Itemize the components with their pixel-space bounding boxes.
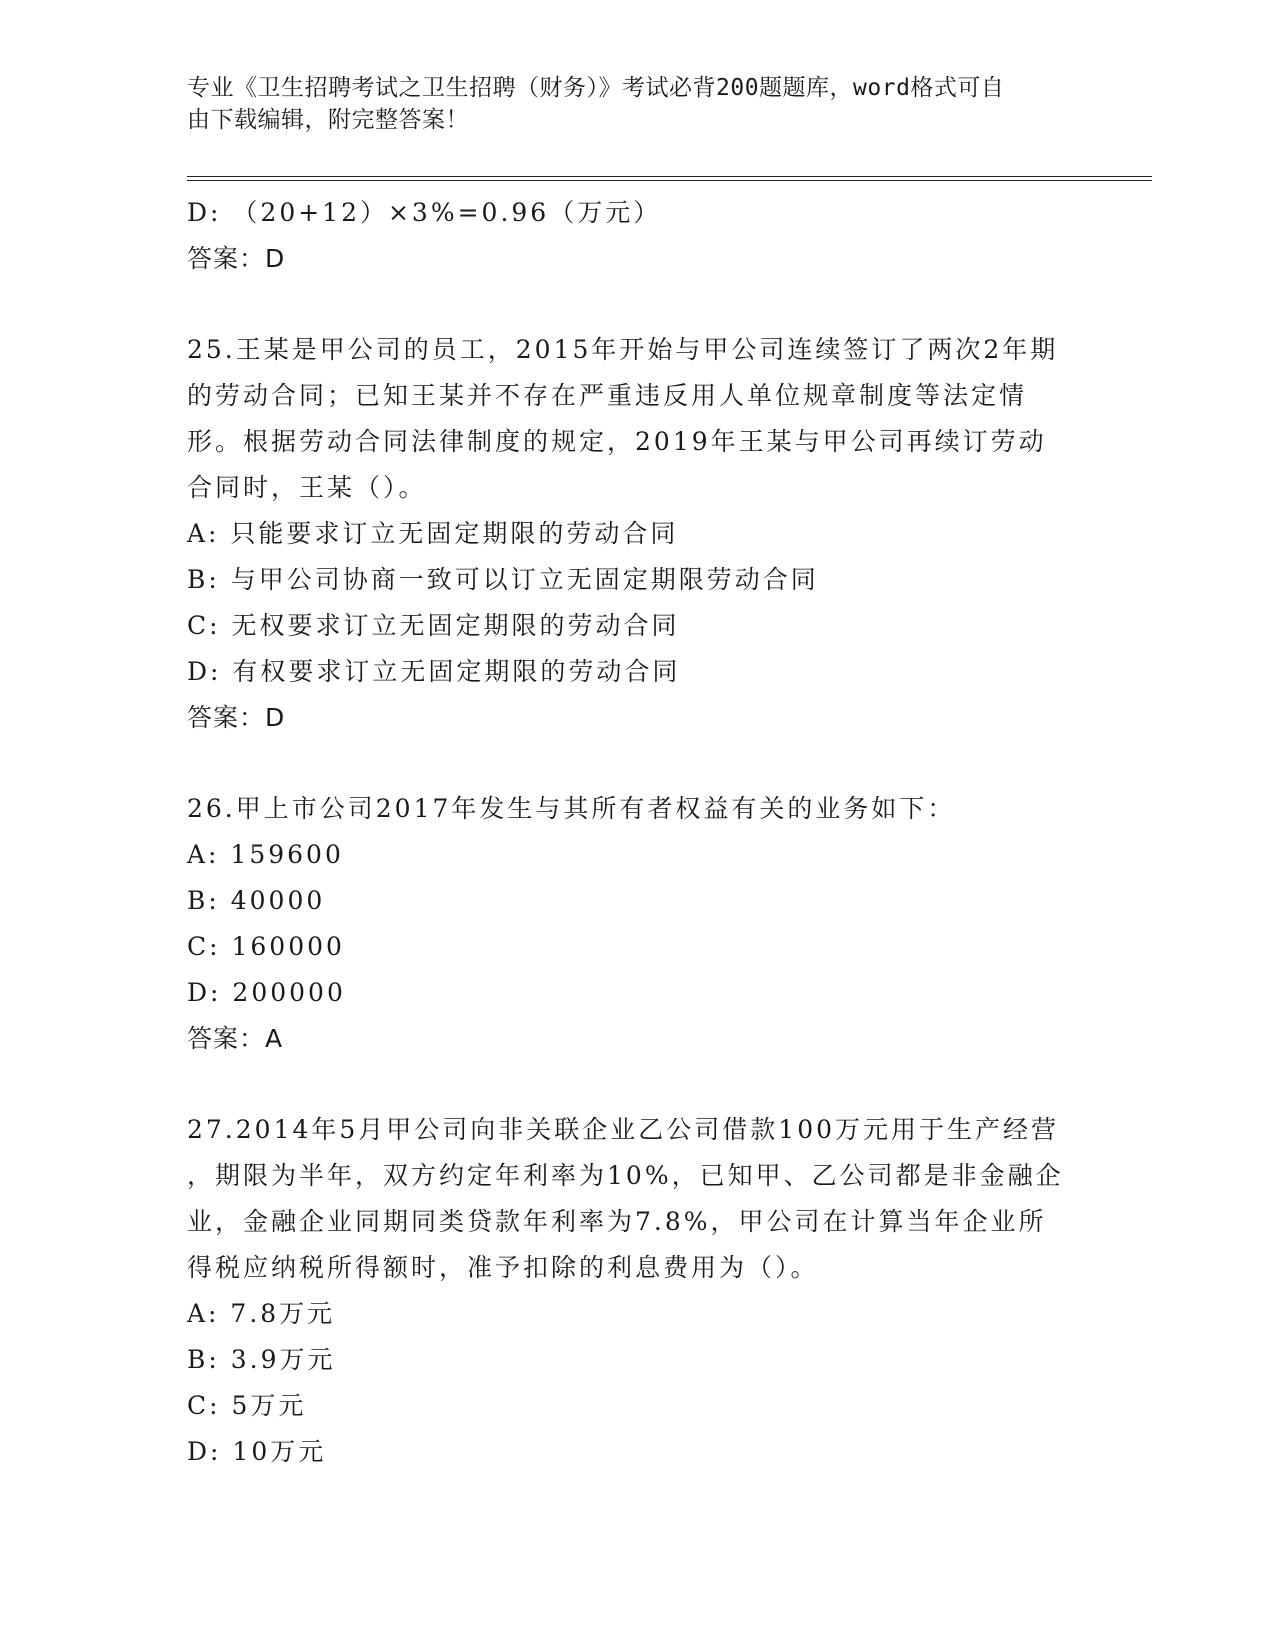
option-c: C: 160000 bbox=[187, 932, 345, 961]
option-b: B: 与甲公司协商一致可以订立无固定期限劳动合同 bbox=[187, 565, 819, 594]
question-stem-line: 27.2014年5月甲公司向非关联企业乙公司借款100万元用于生产经营 bbox=[187, 1115, 1060, 1144]
spacer bbox=[187, 1062, 1087, 1107]
answer-line: 答案：D bbox=[187, 703, 286, 732]
spacer bbox=[187, 282, 1087, 327]
option-a: A: 只能要求订立无固定期限的劳动合同 bbox=[187, 519, 679, 548]
spacer bbox=[187, 741, 1087, 786]
answer-line: 答案：A bbox=[187, 1024, 284, 1053]
previous-question-tail bbox=[187, 190, 1087, 282]
answer-line: 答案：D bbox=[187, 244, 286, 273]
option-d: D: 200000 bbox=[187, 978, 346, 1007]
option-c: C: 无权要求订立无固定期限的劳动合同 bbox=[187, 611, 680, 640]
question-stem-line: 合同时，王某（）。 bbox=[187, 473, 427, 502]
option-d: D: 10万元 bbox=[187, 1437, 327, 1466]
option-a: A: 7.8万元 bbox=[187, 1299, 336, 1328]
question-stem-line: 得税应纳税所得额时，准予扣除的利息费用为（）。 bbox=[187, 1253, 819, 1282]
page-header bbox=[187, 72, 1087, 136]
header-line-1: 专业《卫生招聘考试之卫生招聘（财务）》考试必背200题题库，word格式可自 bbox=[187, 75, 1005, 101]
question-stem-line: 形。根据劳动合同法律制度的规定，2019年王某与甲公司再续订劳动 bbox=[187, 427, 1047, 456]
option-d: D: （20+12）×3%=0.96（万元） bbox=[187, 198, 662, 227]
question-stem-line: 的劳动合同；已知王某并不存在严重违反用人单位规章制度等法定情 bbox=[187, 381, 1028, 410]
question-27 bbox=[187, 1107, 1087, 1475]
option-b: B: 40000 bbox=[187, 886, 326, 915]
header-divider bbox=[187, 176, 1152, 181]
option-b: B: 3.9万元 bbox=[187, 1345, 336, 1374]
option-a: A: 159600 bbox=[187, 840, 344, 869]
question-content bbox=[187, 190, 1087, 1475]
question-26 bbox=[187, 786, 1087, 1062]
question-stem-line: 25.王某是甲公司的员工，2015年开始与甲公司连续签订了两次2年期 bbox=[187, 335, 1059, 364]
question-stem-line: 26.甲上市公司2017年发生与其所有者权益有关的业务如下： bbox=[187, 794, 956, 823]
question-25 bbox=[187, 327, 1087, 741]
option-d: D: 有权要求订立无固定期限的劳动合同 bbox=[187, 657, 681, 686]
header-line-2: 由下载编辑，附完整答案！ bbox=[187, 107, 469, 133]
question-stem-line: 业，金融企业同期同类贷款年利率为7.8%，甲公司在计算当年企业所 bbox=[187, 1207, 1047, 1236]
option-c: C: 5万元 bbox=[187, 1391, 307, 1420]
question-stem-line: ，期限为半年，双方约定年利率为10%，已知甲、乙公司都是非金融企 bbox=[187, 1161, 1064, 1190]
